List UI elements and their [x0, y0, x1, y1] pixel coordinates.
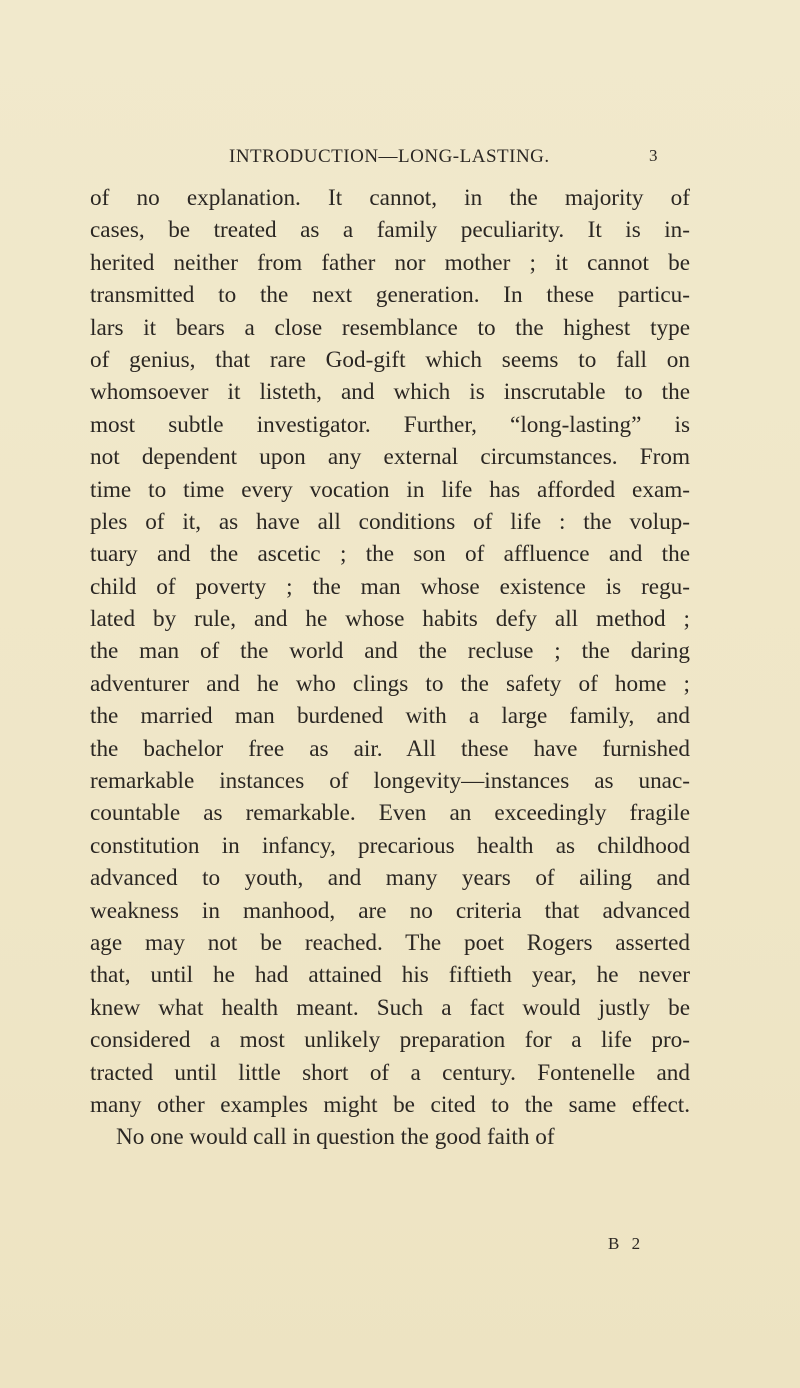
text-line: that, until he had attained his fiftieth year, he never: [90, 962, 690, 989]
text-line: most subtle investigator. Further, “long-lasting” is: [90, 411, 690, 438]
text-line: many other examples might be cited to the same effect.: [90, 1091, 690, 1118]
running-head: [0, 146, 800, 172]
text-line: child of poverty ; the man whose existence is regu-: [90, 573, 690, 600]
text-line: weakness in manhood, are no criteria that advanced: [90, 897, 690, 924]
text-line: tuary and the ascetic ; the son of affluence and the: [90, 541, 690, 568]
text-line: of no explanation. It cannot, in the majority of: [90, 185, 690, 211]
text-line: adventurer and he who clings to the safety of home ;: [90, 670, 690, 697]
text-line: remarkable instances of longevity—instances as unac-: [90, 768, 690, 795]
text-line: constitution in infancy, precarious health as childhood: [90, 832, 690, 859]
text-line: time to time every vocation in life has afforded exam-: [90, 476, 690, 503]
text-line: of genius, that rare God-gift which seems to fall on: [90, 346, 690, 373]
text-line: ples of it, as have all conditions of life : the volup-: [90, 508, 690, 535]
signature-mark: B 2: [608, 1234, 645, 1253]
text-line: lars it bears a close resemblance to the highest type: [90, 314, 690, 341]
text-line: countable as remarkable. Even an exceedingly fragile: [90, 800, 690, 827]
text-line: cases, be treated as a family peculiarity. It is in-: [90, 217, 690, 244]
text-line: age may not be reached. The poet Rogers asserted: [90, 929, 690, 956]
text-line: considered a most unlikely preparation for a life pro-: [90, 1027, 690, 1054]
text-line: transmitted to the next generation. In these particu-: [90, 282, 690, 309]
text-line: advanced to youth, and many years of ailing and: [90, 865, 690, 892]
text-line: the bachelor free as air. All these have furnished: [90, 735, 690, 762]
running-title: INTRODUCTION—LONG-LASTING.: [229, 146, 550, 167]
text-line: the man of the world and the recluse ; the daring: [90, 638, 690, 665]
body-text: [90, 182, 690, 1154]
text-line: not dependent upon any external circumstances. From: [90, 444, 690, 471]
page-number: 3: [649, 146, 658, 165]
text-line: knew what health meant. Such a fact would justly be: [90, 994, 690, 1021]
text-line: No one would call in question the good faith of: [116, 1124, 555, 1151]
text-line: herited neither from father nor mother ; it cannot be: [90, 249, 690, 276]
text-line: lated by rule, and he whose habits defy all method ;: [90, 606, 690, 633]
text-line: whomsoever it listeth, and which is inscrutable to the: [90, 379, 690, 406]
text-line: tracted until little short of a century. Fontenelle and: [90, 1059, 690, 1086]
text-line: the married man burdened with a large family, and: [90, 703, 690, 730]
